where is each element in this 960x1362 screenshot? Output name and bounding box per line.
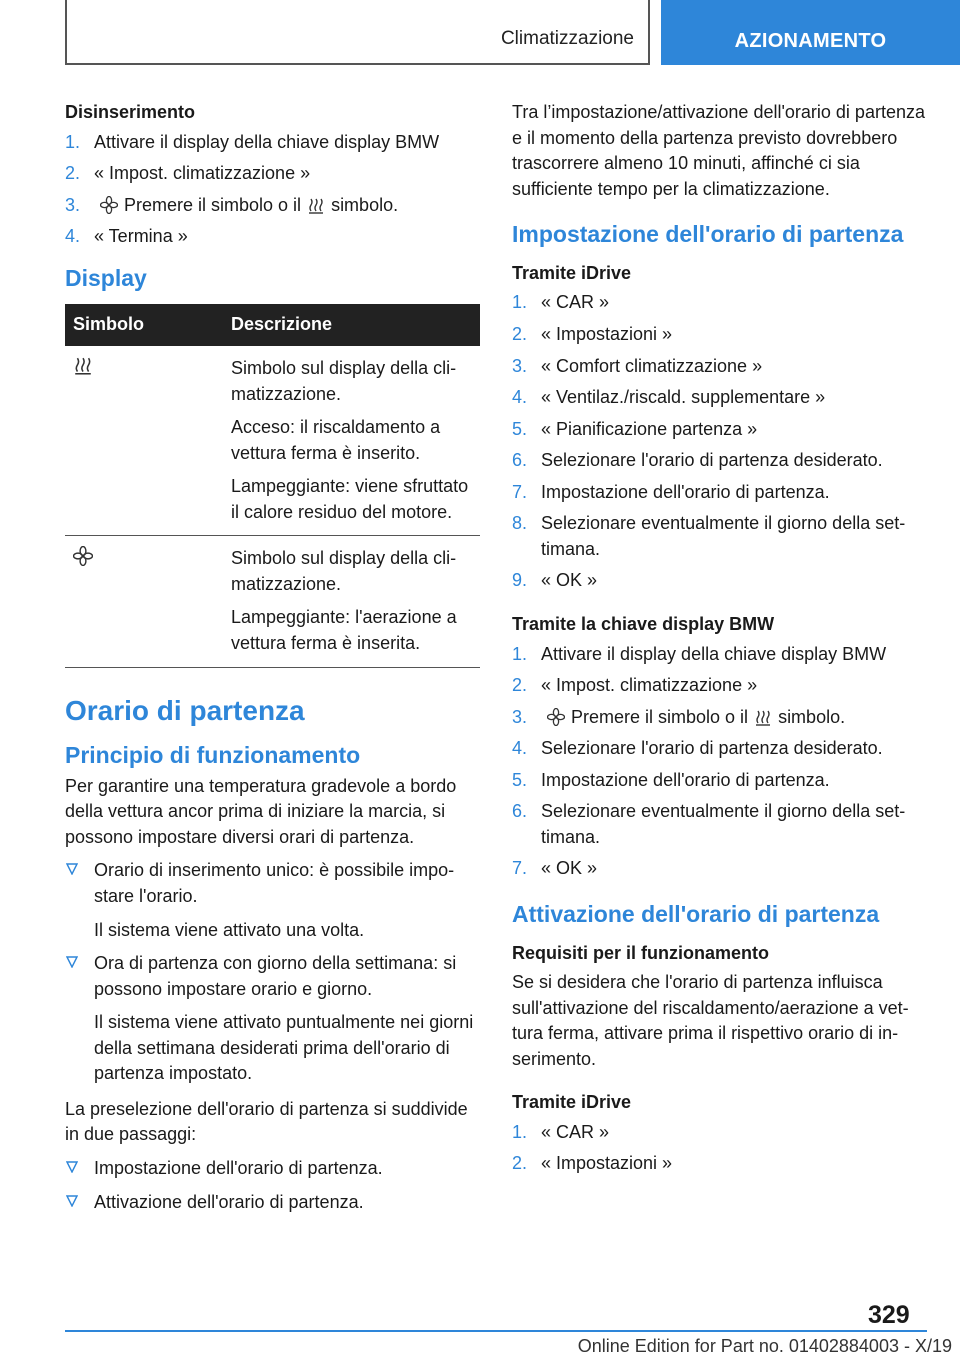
step-number: 3. <box>65 194 81 215</box>
bullet-text: Ora di partenza con giorno della settimana: si possono impostare orario e giorno. <box>94 953 457 999</box>
list-item <box>512 322 927 348</box>
step-number: 3. <box>512 706 528 727</box>
step-text: « CAR » <box>541 1121 610 1142</box>
intro-paragraph: Per garantire una temperatura gradevole a bordo della vettura ancor prima di iniziare la marcia, si possono impostare diversi orari di partenza. <box>65 775 457 847</box>
requirements-paragraph: Se si desidera che l'orario di partenza influisca sull'attivazione del riscaldamento/aerazione a vettura ferma, attivare prima il rispettivo orario di inserimento. <box>512 972 909 1069</box>
list-item <box>512 448 927 474</box>
step-number: 3. <box>512 355 528 376</box>
step-number: 4. <box>65 226 81 247</box>
list-item <box>65 130 480 156</box>
list-item <box>65 224 480 250</box>
symbol-table <box>65 304 480 667</box>
column-header: Simbolo <box>65 304 223 346</box>
table-cell-symbol <box>65 536 223 667</box>
description-text: Lampeggiante: viene sfruttato il calore residuo del motore. <box>231 476 469 522</box>
right-column <box>512 100 927 1187</box>
description-text: Acceso: il riscaldamento a vettura ferma è inserito. <box>231 417 441 463</box>
step-number: 5. <box>512 418 528 439</box>
list-item <box>512 736 927 762</box>
impostazione-heading: Impostazione dell'orario di partenza <box>512 221 904 248</box>
edition-text: Online Edition for Part no. 01402884003 - X/19 <box>577 1336 952 1356</box>
table-cell-symbol <box>65 346 223 536</box>
attivazione-heading: Attivazione dell'orario di partenza <box>512 900 880 927</box>
bullet-text: Il sistema viene attivato puntualmente nei giorni della settimana desiderati prima dell'orario di partenza impostato. <box>94 1012 474 1084</box>
step-text: Attivare il display della chiave display BMW <box>541 643 887 664</box>
list-item <box>512 417 927 443</box>
bullet-text: Il sistema viene attivato una volta. <box>94 919 365 940</box>
triangle-bullet-icon <box>66 863 78 875</box>
step-text: « OK » <box>541 570 598 591</box>
table-row <box>65 346 480 536</box>
step-text: « Impost. climatizzazione » <box>541 675 758 696</box>
triangle-bullet-icon <box>66 1195 78 1207</box>
orario-heading: Orario di partenza <box>65 694 305 726</box>
fan-icon <box>547 708 565 726</box>
page-number: 329 <box>868 1301 910 1329</box>
disinserimento-heading: Disinserimento <box>65 102 196 122</box>
step-text: Selezionare l'orario di partenza desiderato. <box>541 450 883 471</box>
table-row <box>65 536 480 667</box>
list-item <box>512 511 927 562</box>
step-text: « CAR » <box>541 292 610 313</box>
step-text: simbolo. <box>331 194 399 215</box>
section-title: Climatizzazione <box>500 28 634 50</box>
list-item <box>512 385 927 411</box>
preselection-paragraph: La preselezione dell'orario di partenza si suddivide in due passaggi: <box>65 1098 468 1145</box>
step-number: 4. <box>512 738 528 759</box>
step-text: « Comfort climatizzazione » <box>541 355 763 376</box>
step-number: 1. <box>512 643 528 664</box>
idrive-steps <box>512 290 927 593</box>
steps-overview-list <box>65 1156 480 1215</box>
heating-icon <box>307 196 325 214</box>
step-text: « Termina » <box>94 226 188 247</box>
triangle-bullet-icon <box>66 956 78 968</box>
step-text: « Impostazioni » <box>541 1153 673 1174</box>
step-number: 6. <box>512 801 528 822</box>
step-number: 9. <box>512 570 528 591</box>
header-section-box <box>65 0 650 65</box>
idrive2-steps <box>512 1120 927 1177</box>
list-item <box>512 768 927 794</box>
step-number: 7. <box>512 858 528 879</box>
table-cell-description <box>223 536 480 667</box>
key-steps <box>512 642 927 882</box>
step-text: Selezionare eventualmente il giorno della settimana. <box>541 513 906 559</box>
step-text: « OK » <box>541 858 598 879</box>
heating-icon <box>73 356 93 376</box>
step-text: Impostazione dell'orario di partenza. <box>541 481 830 502</box>
triangle-bullet-icon <box>66 1161 78 1173</box>
left-column <box>65 100 480 1225</box>
list-item <box>512 642 927 668</box>
step-number: 1. <box>512 292 528 313</box>
idrive-heading: Tramite iDrive <box>512 262 632 283</box>
list-item <box>512 1120 927 1146</box>
table-cell-description <box>223 346 480 536</box>
list-item <box>65 858 480 943</box>
list-item <box>512 480 927 506</box>
mode-list <box>65 858 480 1086</box>
step-text: Attivare il display della chiave display BMW <box>94 131 440 152</box>
step-number: 2. <box>512 1153 528 1174</box>
heating-icon <box>754 708 772 726</box>
fan-icon <box>100 196 118 214</box>
header-chapter-box <box>661 0 960 65</box>
list-item <box>512 290 927 316</box>
step-number: 8. <box>512 513 528 534</box>
list-item <box>512 1151 927 1177</box>
step-number: 6. <box>512 450 528 471</box>
step-text: Premere il simbolo o il <box>571 706 749 727</box>
list-item <box>65 1190 480 1216</box>
step-number: 5. <box>512 769 528 790</box>
list-item <box>65 951 480 1087</box>
step-number: 7. <box>512 481 528 502</box>
step-number: 2. <box>512 675 528 696</box>
timing-paragraph: Tra l’impostazione/attivazione dell'orario di partenza e il momento della partenza previsto dovrebbero trascorrere almeno 10 minuti, affinché ci sia sufficiente tempo per la climatizzazione. <box>512 102 925 199</box>
list-item <box>512 799 927 850</box>
step-number: 2. <box>65 163 81 184</box>
step-number: 4. <box>512 387 528 408</box>
list-item <box>65 161 480 187</box>
bullet-text: Orario di inserimento unico: è possibile impostare l'orario. <box>94 860 455 907</box>
disinserimento-steps <box>65 130 480 250</box>
footer-divider <box>65 1330 927 1332</box>
step-text: Impostazione dell'orario di partenza. <box>541 769 830 790</box>
idrive2-heading: Tramite iDrive <box>512 1092 632 1113</box>
column-header: Descrizione <box>223 304 480 346</box>
list-item <box>65 193 480 219</box>
list-item <box>512 856 927 882</box>
step-text: Premere il simbolo o il <box>124 194 302 215</box>
step-text: simbolo. <box>778 706 846 727</box>
list-item <box>65 1156 480 1182</box>
step-text: Selezionare eventualmente il giorno della settimana. <box>541 801 906 847</box>
step-text: « Impostazioni » <box>541 324 673 345</box>
description-text: Simbolo sul display della climatizzazione. <box>231 548 457 594</box>
step-number: 1. <box>512 1121 528 1142</box>
step-text: Selezionare l'orario di partenza desiderato. <box>541 738 883 759</box>
bullet-text: Impostazione dell'orario di partenza. <box>94 1157 383 1178</box>
list-item <box>512 568 927 594</box>
step-text: « Pianificazione partenza » <box>541 418 758 439</box>
description-text: Simbolo sul display della climatizzazione. <box>231 358 457 404</box>
list-item <box>512 673 927 699</box>
step-number: 2. <box>512 324 528 345</box>
list-item <box>512 705 927 731</box>
requirements-heading: Requisiti per il funzionamento <box>512 942 770 963</box>
principio-heading: Principio di funzionamento <box>65 742 361 769</box>
step-number: 1. <box>65 131 81 152</box>
chapter-title: AZIONAMENTO <box>734 29 887 52</box>
bullet-text: Attivazione dell'orario di partenza. <box>94 1191 364 1212</box>
list-item <box>512 354 927 380</box>
description-text: Lampeggiante: l'aerazione a vettura ferma è inserita. <box>231 607 457 653</box>
display-heading: Display <box>65 264 147 291</box>
table-header-row <box>65 304 480 346</box>
step-text: « Impost. climatizzazione » <box>94 163 311 184</box>
key-heading: Tramite la chiave display BMW <box>512 613 775 634</box>
step-text: « Ventilaz./riscald. supplementare » <box>541 387 826 408</box>
fan-icon <box>73 546 93 566</box>
